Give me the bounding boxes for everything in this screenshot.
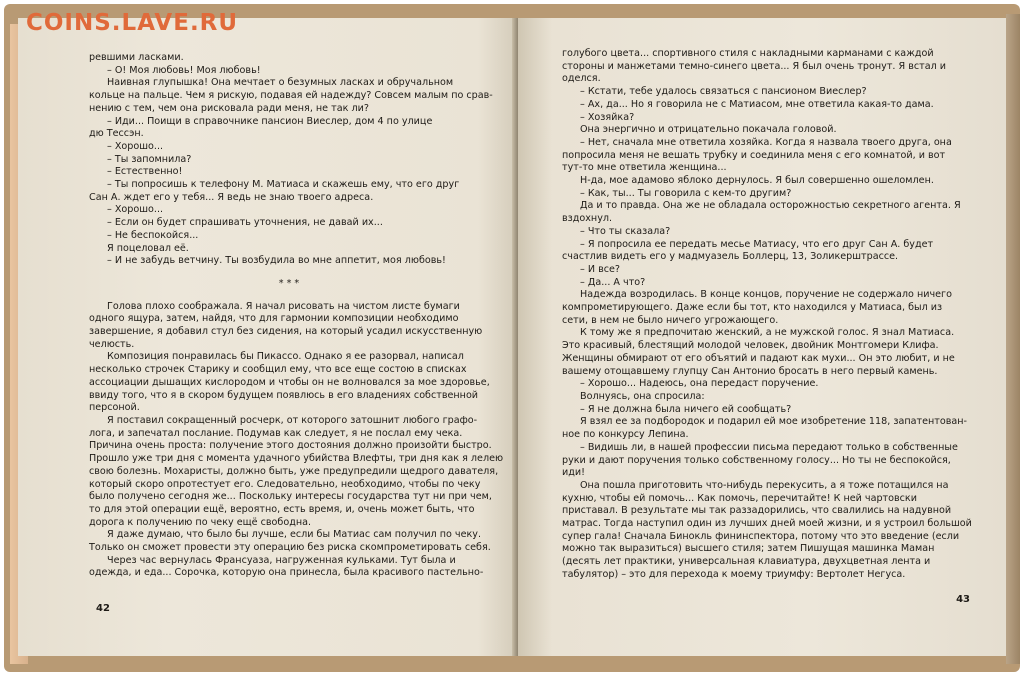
text-line: одного ящура, затем, найдя, что для гармонии композиции необходимо <box>89 313 459 325</box>
text-line: – Хорошо... Надеюсь, она передаст поручение. <box>580 378 819 390</box>
text-line: счастлив видеть его у мадмуазель Боллерц, 13, Золикерштрассе. <box>562 251 899 263</box>
text-line: попросила меня не вешать трубку и соединила меня с его комнатой, и вот <box>562 149 946 161</box>
text-line: – Не беспокойся... <box>107 229 199 241</box>
right-page <box>518 18 1006 656</box>
text-line: – Что ты сказала? <box>580 225 671 237</box>
text-line: – Хозяйка? <box>580 111 635 123</box>
text-line: – Нет, сначала мне ответила хозяйка. Когда я назвала твоего друга, она <box>580 136 952 148</box>
text-line: Сан А. ждет его у тебя... Я ведь не знаю твоего адреса. <box>89 191 374 203</box>
text-line: – Я не должна была ничего ей сообщать? <box>580 403 792 415</box>
text-line: вздохнул. <box>562 213 613 225</box>
text-line: можно так выразиться) высшего стиля; затем Пишущая машинка Маман <box>562 543 935 555</box>
text-line: Это красивый, блестящий молодой человек, двойник Монтгомери Клифа. <box>562 340 939 352</box>
text-line: – Хорошо... <box>107 204 164 216</box>
right-page-text <box>562 48 972 582</box>
text-line: Надежда возродилась. В конце концов, поручение не содержало ничего <box>580 289 952 301</box>
text-line: – Видишь ли, в нашей профессии письма передают только в собственные <box>580 441 958 453</box>
text-line: – Если он будет спрашивать уточнения, не давай их... <box>107 217 383 229</box>
text-line: стороны и манжетами темно-синего цвета... Я был очень тронут. Я встал и <box>562 60 947 72</box>
text-line: Я поцеловал её. <box>107 242 189 254</box>
left-page <box>18 18 518 656</box>
text-line: – И все? <box>580 263 620 275</box>
section-separator: *** <box>278 277 303 289</box>
text-line: супер гала! Сначала Бинокль фининспектора, потому что это введение (если <box>562 530 960 542</box>
text-line: руки и дают поручения только собственному голосу... Но ты не беспокойся, <box>562 454 951 466</box>
left-page-text-bottom <box>89 300 504 580</box>
text-line: Я даже думаю, что было бы лучше, если бы Матиас сам получил по чеку. <box>107 529 482 541</box>
page-number-left: 42 <box>96 603 110 614</box>
text-line: тут-то мне ответила женщина... <box>562 162 727 174</box>
text-line: Да и то правда. Она же не обладала осторожностью секретного агента. Я <box>580 200 961 212</box>
cover-edge-right <box>1006 14 1020 664</box>
text-line: – Да... А что? <box>580 276 646 288</box>
watermark-text: COINS.LAVE.RU <box>26 10 239 36</box>
text-line: нению с тем, чем она рисковала ради меня, не так ли? <box>89 102 369 114</box>
text-line: Причина очень проста: получение этого достояния должно произойти быстро. <box>89 440 492 452</box>
text-line: Наивная глупышка! Она мечтает о безумных ласках и обручальном <box>107 77 454 89</box>
text-line: Женщины обмирают от его объятий и падают как мухи... Он это любит, и не <box>562 352 955 364</box>
text-line: ассоциации дышащих кислородом и чтобы он не волновался за мое здоровье, <box>89 376 490 388</box>
text-line: – Хорошо... <box>107 140 164 152</box>
text-line: персоной. <box>89 402 140 414</box>
text-line: К тому же я предпочитаю женский, а не мужской голос. Я знал Матиаса. <box>580 327 955 339</box>
text-line: ревшими ласками. <box>89 52 184 63</box>
text-line: челюсть. <box>89 338 135 350</box>
text-line: (десять лет практики, универсальная клавиатура, двухцветная лента и <box>562 556 931 568</box>
text-line: – Ах, да... Но я говорила не с Матиасом, мне ответила какая-то дама. <box>580 98 934 110</box>
text-line: приставал. В результате мы так раззадорились, что свалились на надувной <box>562 505 952 517</box>
text-line: иди! <box>562 467 585 479</box>
left-page-text-top <box>89 52 492 268</box>
text-line: – Я попросила ее передать месье Матиасу, что его друг Сан А. будет <box>580 238 934 250</box>
text-line: дю Тессэн. <box>89 128 144 140</box>
text-line: оделся. <box>562 73 601 85</box>
text-line: Волнуясь, она спросила: <box>580 390 705 402</box>
text-line: дорога к получению по чеку ещё свободна. <box>89 516 312 528</box>
text-line: Н-да, мое адамово яблоко дернулось. Я был совершенно ошеломлен. <box>580 175 934 187</box>
text-line: – Ты запомнила? <box>107 153 192 165</box>
text-line: Прошло уже три дня с момента удачного убийства Влефты, три дня как я лелею <box>89 453 504 465</box>
text-line: ное по конкурсу Лепина. <box>562 429 689 441</box>
text-line: завершение, я добавил стул без сидения, на который усадил искусственную <box>89 326 483 338</box>
text-line: Я поставил сокращенный росчерк, от которого затошнит любого графо- <box>107 414 478 426</box>
text-line: Она пошла приготовить что-нибудь перекусить, а я тоже потащился на <box>580 479 949 491</box>
text-line: – И не забудь ветчину. Ты возбудила во мне аппетит, моя любовь! <box>107 255 446 267</box>
text-line: Голова плохо соображала. Я начал рисовать на чистом листе бумаги <box>107 300 460 312</box>
text-line: – Естественно! <box>107 166 183 178</box>
text-line: то для этой операции ещё, вероятно, есть время, и, очень может быть, что <box>89 503 475 515</box>
text-line: – О! Моя любовь! Моя любовь! <box>107 64 261 76</box>
text-line: было получено сегодня же... Поскольку интересы государства тут ни при чем, <box>89 491 492 503</box>
text-line: сети, в нем не было ничего угрожающего. <box>562 314 779 326</box>
text-line: Она энергично и отрицательно покачала головой. <box>580 124 837 136</box>
text-line: ввиду того, что я в скором будущем появлюсь в его владениях собственной <box>89 389 479 401</box>
page-number-right: 43 <box>956 594 970 605</box>
text-line: матрас. Тогда наступил один из лучших дней моей жизни, и я устроил большой <box>562 518 972 530</box>
text-line: – Иди... Поищи в справочнике пансион Виеслер, дом 4 по улице <box>107 115 433 127</box>
text-line: компрометирующего. Даже если бы тот, кто находился у Матиаса, был из <box>562 302 943 314</box>
text-line: вашему отощавшему глупцу Сан Антонио бросать в него первый камень. <box>562 365 938 377</box>
text-line: Только он сможет провести эту операцию без риска скомпрометировать себя. <box>89 542 491 554</box>
text-line: лога, и запечатал послание. Подумав как следует, я не послал ему чека. <box>89 427 463 439</box>
text-line: кухню, чтобы ей помочь... Как помочь, перечитайте! К ней чартовски <box>562 492 917 504</box>
text-line: Композиция понравилась бы Пикассо. Однако я ее разорвал, написал <box>107 351 464 363</box>
text-line: Я взял ее за подбородок и подарил ей мое изобретение 118, запатентован- <box>580 416 967 428</box>
text-line: кольце на пальце. Чем я рискую, подавая ей надежду? Совсем малым по срав- <box>89 90 493 102</box>
text-line: – Как, ты... Ты говорила с кем-то другим? <box>580 187 792 199</box>
text-line: одежда, и еда... Сорочка, которую она принесла, была красивого пастельно- <box>89 567 484 579</box>
text-line: Через час вернулась Франсуаза, нагруженная кульками. Тут была и <box>107 554 456 566</box>
text-line: который скоро опротестует его. Следовательно, необходимо, чтобы по чеку <box>89 478 481 490</box>
text-line: табулятор) – это для перехода к моему триумфу: Вертолет Негуса. <box>562 568 906 580</box>
text-line: свою болезнь. Мохаристы, должно быть, уже предупредили щедрого давателя, <box>89 465 499 477</box>
text-line: – Ты попросишь к телефону М. Матиаса и скажешь ему, что его друг <box>107 179 460 191</box>
text-line: голубого цвета... спортивного стиля с накладными карманами с каждой <box>562 48 934 59</box>
text-line: несколько строчек Старику и сообщил ему, что все еще состою в списках <box>89 364 467 376</box>
text-line: – Кстати, тебе удалось связаться с пансионом Виеслер? <box>580 86 867 98</box>
